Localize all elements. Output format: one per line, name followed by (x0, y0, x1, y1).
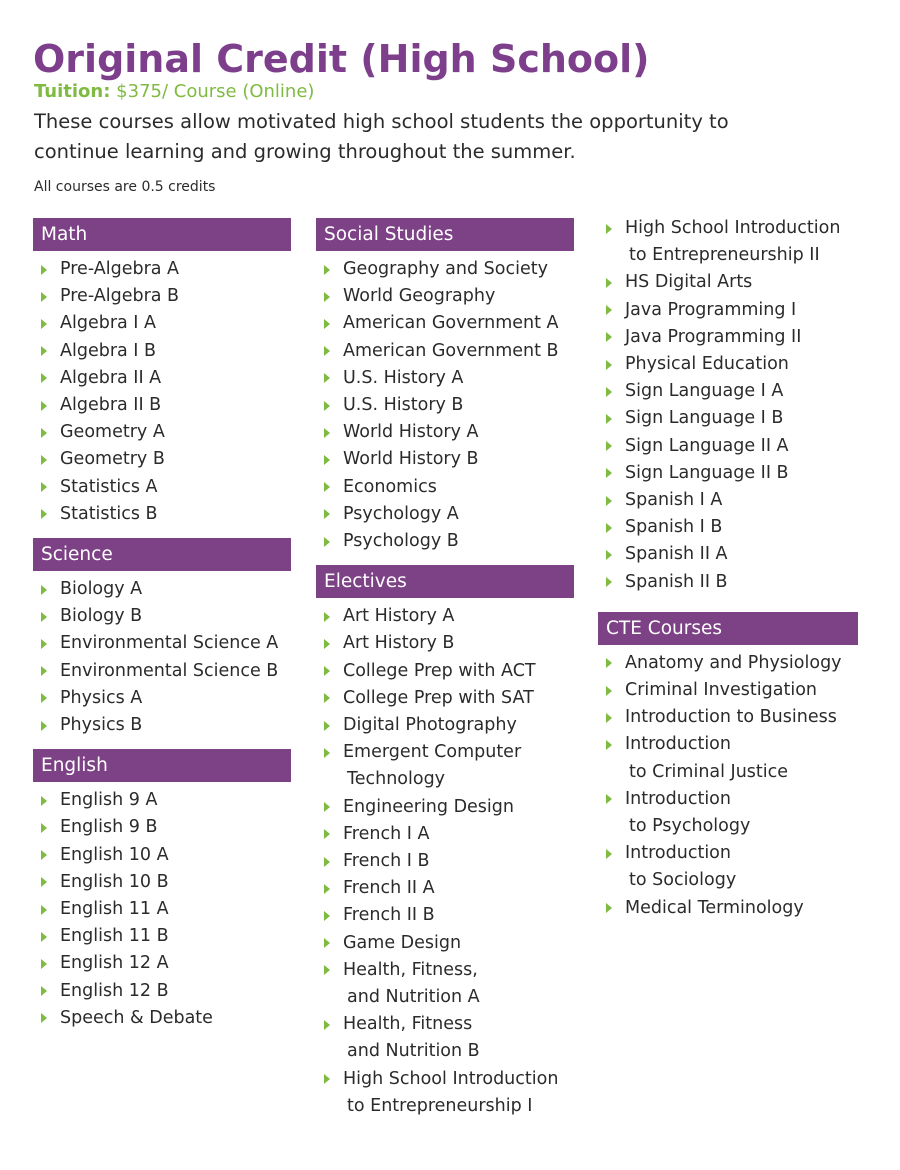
bullet-triangle-icon (41, 401, 47, 411)
section-header-science: Science (33, 538, 291, 571)
course-item (316, 446, 574, 473)
course-list-social-studies (316, 256, 574, 555)
course-name: World History A (343, 422, 479, 443)
course-item (316, 712, 574, 739)
bullet-triangle-icon (41, 1013, 47, 1023)
bullet-triangle-icon (41, 346, 47, 356)
course-name: Introduction to Business (625, 707, 837, 728)
course-name: Physical Education (625, 354, 789, 375)
course-name: High School Introduction (343, 1068, 559, 1089)
course-name: Algebra II A (60, 367, 162, 388)
bullet-triangle-icon (324, 639, 330, 649)
course-name-continued: and Nutrition A (347, 987, 480, 1008)
course-item (598, 704, 858, 731)
course-item (33, 474, 291, 501)
course-name: High School Introduction (625, 218, 841, 238)
section-header-math: Math (33, 218, 291, 251)
bullet-triangle-icon (324, 346, 330, 356)
bullet-triangle-icon (41, 455, 47, 465)
bullet-triangle-icon (41, 585, 47, 595)
course-name: English 10 A (60, 844, 169, 865)
course-item (33, 338, 291, 365)
course-name: Statistics B (60, 503, 158, 524)
bullet-triangle-icon (324, 666, 330, 676)
course-item (316, 658, 574, 685)
section-english (33, 749, 291, 1032)
course-item (33, 365, 291, 392)
course-name: Psychology A (343, 503, 459, 524)
bullet-triangle-icon (324, 1074, 330, 1084)
bullet-triangle-icon (41, 850, 47, 860)
bullet-triangle-icon (606, 903, 612, 913)
course-name: World History B (343, 449, 479, 470)
course-name: Economics (343, 476, 437, 497)
course-item (33, 576, 291, 603)
course-name: Sign Language II A (625, 435, 789, 456)
course-list-cte-courses (598, 650, 858, 922)
course-name-continued: to Criminal Justice (629, 761, 789, 782)
bullet-triangle-icon (41, 292, 47, 302)
course-item (33, 630, 291, 657)
course-name: Art History B (343, 633, 455, 654)
course-name: Introduction (625, 843, 731, 864)
course-name: Engineering Design (343, 796, 514, 817)
course-list-science (33, 576, 291, 739)
course-name: Java Programming II (625, 326, 802, 347)
course-item (33, 869, 291, 896)
course-name: Emergent Computer (343, 742, 522, 763)
course-name: Geometry B (60, 449, 165, 470)
course-item (316, 821, 574, 848)
course-item (316, 685, 574, 712)
course-name: Spanish II B (625, 571, 728, 592)
course-name: Health, Fitness, (343, 959, 478, 980)
course-item (598, 786, 858, 840)
bullet-triangle-icon (606, 577, 612, 587)
page-title: Original Credit (High School) (33, 37, 650, 81)
bullet-triangle-icon (324, 482, 330, 492)
course-name: English 9 A (60, 790, 158, 811)
bullet-triangle-icon (324, 509, 330, 519)
course-name: U.S. History A (343, 367, 464, 388)
course-item (316, 930, 574, 957)
course-name: English 12 A (60, 953, 169, 974)
bullet-triangle-icon (606, 794, 612, 804)
course-name: Java Programming I (625, 299, 797, 320)
bullet-triangle-icon (324, 829, 330, 839)
tuition-label: Tuition: (34, 81, 111, 102)
course-item (33, 283, 291, 310)
course-name: College Prep with SAT (343, 687, 534, 708)
bullet-triangle-icon (606, 713, 612, 723)
bullet-triangle-icon (41, 932, 47, 942)
course-item (33, 712, 291, 739)
section-electives-continued (598, 215, 858, 596)
course-name: Pre-Algebra B (60, 286, 180, 307)
bullet-triangle-icon (324, 748, 330, 758)
course-name: Criminal Investigation (625, 680, 817, 701)
bullet-triangle-icon (606, 523, 612, 533)
course-item (598, 433, 858, 460)
course-name: Physics A (60, 687, 143, 708)
bullet-triangle-icon (41, 693, 47, 703)
course-name: English 10 B (60, 871, 169, 892)
course-name: Digital Photography (343, 715, 517, 736)
course-name: Psychology B (343, 531, 459, 552)
course-name-continued: and Nutrition B (347, 1041, 480, 1062)
bullet-triangle-icon (41, 319, 47, 329)
course-item (316, 739, 574, 793)
course-name: French II B (343, 905, 435, 926)
course-item (316, 848, 574, 875)
course-name: Introduction (625, 734, 731, 755)
course-name: Algebra II B (60, 395, 162, 416)
course-item (33, 787, 291, 814)
section-electives (316, 565, 574, 1120)
bullet-triangle-icon (324, 911, 330, 921)
section-header-social-studies: Social Studies (316, 218, 574, 251)
course-item (598, 840, 858, 894)
bullet-triangle-icon (606, 550, 612, 560)
bullet-triangle-icon (41, 265, 47, 275)
course-item (598, 324, 858, 351)
course-item (598, 487, 858, 514)
course-list-math (33, 256, 291, 528)
course-name: French I B (343, 851, 430, 872)
bullet-triangle-icon (606, 658, 612, 668)
course-name: Statistics A (60, 476, 158, 497)
column-2 (316, 218, 574, 1130)
course-item (598, 351, 858, 378)
course-name: Biology B (60, 606, 143, 627)
bullet-triangle-icon (41, 959, 47, 969)
bullet-triangle-icon (324, 938, 330, 948)
course-item (598, 514, 858, 541)
course-name: Sign Language I A (625, 381, 784, 402)
course-name: English 12 B (60, 980, 169, 1001)
course-item (33, 658, 291, 685)
course-item (316, 1011, 574, 1065)
course-name: Environmental Science B (60, 660, 279, 681)
column-1 (33, 218, 291, 1042)
course-item (598, 650, 858, 677)
course-name: French I A (343, 823, 430, 844)
course-item (598, 677, 858, 704)
course-name: English 11 A (60, 899, 169, 920)
section-science (33, 538, 291, 739)
bullet-triangle-icon (324, 1020, 330, 1030)
course-name: Biology A (60, 579, 143, 600)
course-name: English 11 B (60, 926, 169, 947)
bullet-triangle-icon (324, 693, 330, 703)
bullet-triangle-icon (606, 332, 612, 342)
course-item (598, 895, 858, 922)
course-item (33, 1005, 291, 1032)
course-name: World Geography (343, 286, 496, 307)
bullet-triangle-icon (41, 986, 47, 996)
bullet-triangle-icon (324, 373, 330, 383)
bullet-triangle-icon (606, 414, 612, 424)
bullet-triangle-icon (41, 482, 47, 492)
bullet-triangle-icon (324, 965, 330, 975)
bullet-triangle-icon (324, 802, 330, 812)
bullet-triangle-icon (606, 740, 612, 750)
course-item (33, 392, 291, 419)
course-name: Pre-Algebra A (60, 259, 180, 279)
bullet-triangle-icon (41, 823, 47, 833)
course-item (598, 541, 858, 568)
course-name: Game Design (343, 932, 462, 953)
course-name-continued: Technology (347, 769, 446, 790)
course-name: Health, Fitness (343, 1014, 473, 1035)
course-item (598, 215, 858, 269)
course-name: Spanish I A (625, 490, 723, 511)
bullet-triangle-icon (41, 373, 47, 383)
bullet-triangle-icon (606, 360, 612, 370)
course-item (33, 685, 291, 712)
course-item (316, 630, 574, 657)
course-list-electives (316, 603, 574, 1120)
course-item (33, 501, 291, 528)
bullet-triangle-icon (606, 224, 612, 234)
course-item (33, 446, 291, 473)
bullet-triangle-icon (324, 884, 330, 894)
bullet-triangle-icon (606, 387, 612, 397)
course-item (33, 310, 291, 337)
column-3 (598, 215, 858, 932)
bullet-triangle-icon (606, 849, 612, 859)
bullet-triangle-icon (41, 721, 47, 731)
bullet-triangle-icon (606, 686, 612, 696)
course-name-continued: to Entrepreneurship II (629, 245, 820, 266)
course-item (33, 256, 291, 283)
course-name: Sign Language II B (625, 462, 789, 483)
course-name: Environmental Science A (60, 633, 279, 654)
tuition-line (34, 80, 314, 104)
course-name: Spanish II A (625, 544, 728, 565)
course-item (316, 365, 574, 392)
bullet-triangle-icon (324, 537, 330, 547)
course-item (33, 842, 291, 869)
course-name: Algebra I B (60, 340, 157, 361)
course-name: Anatomy and Physiology (625, 652, 842, 673)
course-item (316, 957, 574, 1011)
credits-note: All courses are 0.5 credits (34, 179, 216, 195)
course-item (33, 923, 291, 950)
course-item (33, 950, 291, 977)
section-math (33, 218, 291, 528)
bullet-triangle-icon (41, 612, 47, 622)
bullet-triangle-icon (41, 428, 47, 438)
course-item (316, 474, 574, 501)
course-name: HS Digital Arts (625, 272, 753, 293)
bullet-triangle-icon (324, 401, 330, 411)
section-header-english: English (33, 749, 291, 782)
course-item (598, 405, 858, 432)
course-name: Art History A (343, 606, 455, 627)
course-item (316, 419, 574, 446)
course-item (33, 978, 291, 1005)
section-header-electives: Electives (316, 565, 574, 598)
bullet-triangle-icon (324, 857, 330, 867)
course-item (33, 896, 291, 923)
course-item (33, 814, 291, 841)
course-name: U.S. History B (343, 395, 464, 416)
course-item (316, 875, 574, 902)
section-cte-courses (598, 612, 858, 922)
bullet-triangle-icon (324, 455, 330, 465)
bullet-triangle-icon (324, 319, 330, 329)
course-name-continued: to Sociology (629, 870, 737, 891)
course-name: Medical Terminology (625, 897, 804, 918)
bullet-triangle-icon (606, 441, 612, 451)
course-name: Sign Language I B (625, 408, 784, 429)
course-name: American Government A (343, 313, 559, 334)
bullet-triangle-icon (606, 305, 612, 315)
bullet-triangle-icon (41, 666, 47, 676)
bullet-triangle-icon (41, 877, 47, 887)
course-item (316, 902, 574, 929)
course-item (316, 528, 574, 555)
course-item (316, 338, 574, 365)
course-name: Spanish I B (625, 517, 723, 538)
bullet-triangle-icon (324, 428, 330, 438)
bullet-triangle-icon (606, 278, 612, 288)
course-name: French II A (343, 878, 435, 899)
course-name: Algebra I A (60, 313, 156, 334)
bullet-triangle-icon (324, 265, 330, 275)
course-name: Geography and Society (343, 259, 548, 279)
course-list-english (33, 787, 291, 1032)
course-item (316, 1066, 574, 1120)
course-item (598, 731, 858, 785)
course-name: Geometry A (60, 422, 165, 443)
course-item (33, 603, 291, 630)
course-item (598, 297, 858, 324)
course-item (598, 378, 858, 405)
section-header-cte-courses: CTE Courses (598, 612, 858, 645)
intro-text: These courses allow motivated high school students the opportunity to continue learning and growing throughout the summer. (34, 110, 729, 163)
course-name: Physics B (60, 715, 143, 736)
course-item (33, 419, 291, 446)
course-name: English 9 B (60, 817, 158, 838)
bullet-triangle-icon (41, 796, 47, 806)
bullet-triangle-icon (324, 721, 330, 731)
bullet-triangle-icon (324, 612, 330, 622)
course-name: Speech & Debate (60, 1007, 213, 1028)
course-item (316, 310, 574, 337)
course-item (316, 603, 574, 630)
course-name-continued: to Psychology (629, 816, 751, 837)
bullet-triangle-icon (606, 468, 612, 478)
bullet-triangle-icon (41, 509, 47, 519)
bullet-triangle-icon (606, 496, 612, 506)
course-item (316, 256, 574, 283)
bullet-triangle-icon (41, 905, 47, 915)
course-item (598, 569, 858, 596)
course-item (598, 460, 858, 487)
course-item (316, 794, 574, 821)
course-name: Introduction (625, 788, 731, 809)
course-name: American Government B (343, 340, 559, 361)
course-item (316, 283, 574, 310)
course-name-continued: to Entrepreneurship I (347, 1095, 533, 1116)
course-item (316, 501, 574, 528)
tuition-value: $375/ Course (Online) (110, 81, 315, 102)
section-social-studies (316, 218, 574, 555)
bullet-triangle-icon (41, 639, 47, 649)
bullet-triangle-icon (324, 292, 330, 302)
course-item (316, 392, 574, 419)
course-name: College Prep with ACT (343, 660, 536, 681)
course-item (598, 269, 858, 296)
course-list-electives-continued (598, 215, 858, 596)
